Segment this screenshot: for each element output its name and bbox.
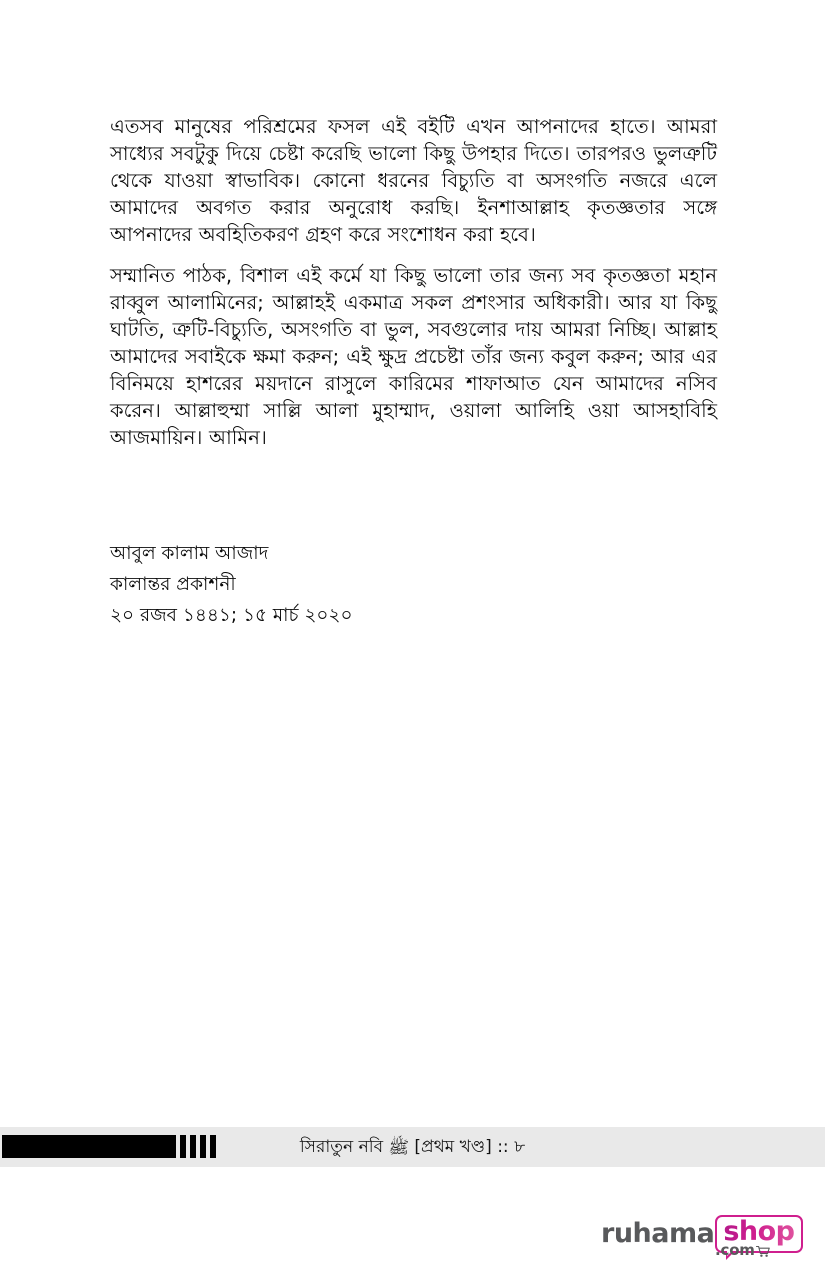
page-footer xyxy=(0,1127,825,1167)
signature-block xyxy=(110,538,610,631)
paragraph-1: এতসব মানুষের পরিশ্রমের ফসল এই বইটি এখন আপনাদের হাতে। আমরা সাধ্যের সবটুকু দিয়ে চেষ্টা করেছি ভালো কিছু উপহার দিতে। তারপরও ভুলত্রুটি থেকে যাওয়া স্বাভাবিক। কোনো ধরনের বিচ্যুতি বা অসংগতি নজরে এলে আমাদের অবগত করার অনুরোধ করছি। ইনশাআল্লাহ কৃতজ্ঞতার সঙ্গে আপনাদের অবহিতিকরণ গ্রহণ করে সংশোধন করা হবে। xyxy=(110,115,717,246)
watermark-tld-row xyxy=(715,1242,771,1258)
ruhamashop-watermark-logo xyxy=(601,1215,806,1263)
page-body xyxy=(110,113,717,451)
sallallahu-alayhi-wasallam-icon: ﷺ xyxy=(388,1138,409,1158)
signature-publisher: কালান্তর প্রকাশনী xyxy=(110,574,236,595)
footer-running-head xyxy=(0,1136,825,1159)
watermark-brand-primary: ruhama xyxy=(601,1218,715,1249)
watermark-tld: .com xyxy=(715,1241,755,1259)
footer-separator: :: xyxy=(497,1137,509,1157)
watermark-wordmark xyxy=(601,1215,803,1253)
watermark-brand-secondary: shop xyxy=(723,1216,795,1247)
footer-page-number: ৮ xyxy=(514,1137,526,1157)
footer-book-title: সিরাতুন নবি xyxy=(299,1137,384,1157)
signature-date: ২০ রজব ১৪৪১; ১৫ মার্চ ২০২০ xyxy=(110,605,353,626)
footer-volume: [প্রথম খণ্ড] xyxy=(414,1137,492,1157)
signature-author: আবুল কালাম আজাদ xyxy=(110,543,269,564)
paragraph-2: সম্মানিত পাঠক, বিশাল এই কর্মে যা কিছু ভালো তার জন্য সব কৃতজ্ঞতা মহান রাব্বুল আলামিনের; আল্লাহই একমাত্র সকল প্রশংসার অধিকারী। আর যা কিছু ঘাটতি, ত্রুটি-বিচ্যুতি, অসংগতি বা ভুল, সবগুলোর দায় আমরা নিচ্ছি। আল্লাহ আমাদের সবাইকে ক্ষমা করুন; এই ক্ষুদ্র প্রচেষ্টা তাঁর জন্য কবুল করুন; আর এর বিনিময়ে হাশরের ময়দানে রাসুলে কারিমের শাফাআত যেন আমাদের নসিব করেন। আল্লাহুম্মা সাল্লি আলা মুহাম্মাদ, ওয়ালা আলিহি ওয়া আসহাবিহি আজমায়িন। আমিন। xyxy=(110,264,717,449)
shopping-cart-icon xyxy=(756,1245,771,1258)
